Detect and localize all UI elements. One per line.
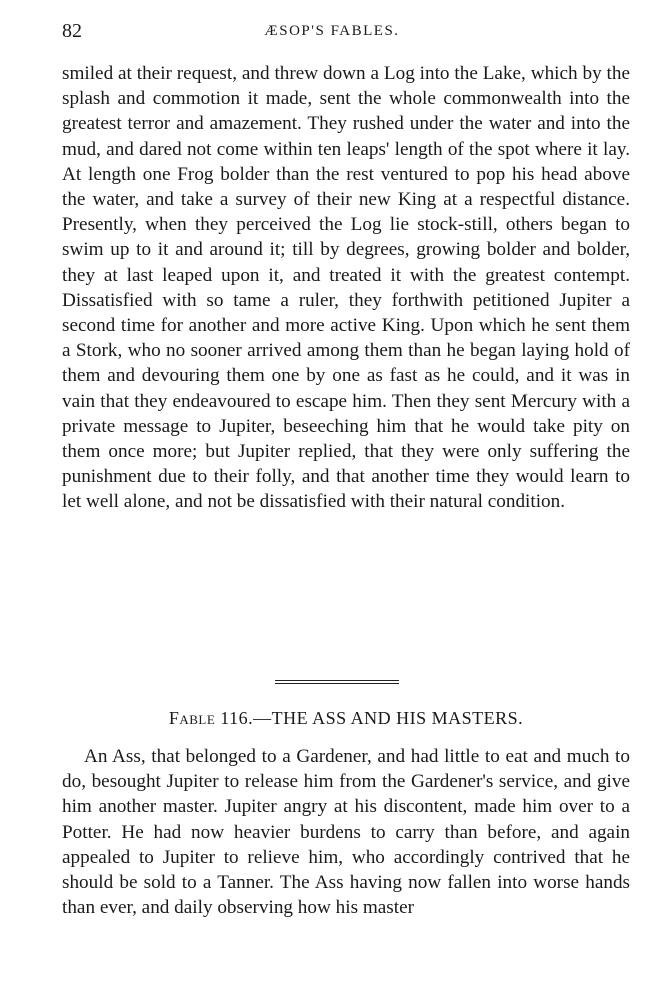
divider-rule-top xyxy=(275,680,399,681)
fable-heading xyxy=(62,708,630,729)
page-number: 82 xyxy=(62,20,82,42)
running-title: ÆSOP'S FABLES. xyxy=(264,23,400,39)
divider-rule-bottom xyxy=(275,683,399,684)
section-divider xyxy=(275,680,399,686)
fable-116-paragraph: An Ass, that belonged to a Gardener, and had little to eat and much to do, besought Jupiter to release him from the Gardener's service, and give him another master. Jupiter angry at his discontent, made him over to a Potter. He had now heavier burdens to carry than before, and again appealed to Jupiter to relieve him, who accordingly contrived that he should be sold to a Tanner. The Ass having now fallen into worse hands than ever, and daily observing how his master xyxy=(62,746,630,919)
running-header xyxy=(62,20,602,48)
fable-115-conclusion-paragraph: smiled at their request, and threw down a Log into the Lake, which by the splash and commotion it made, sent the whole commonwealth into the greatest terror and amazement. They rushed under the water and into the mud, and dared not come within ten leaps' length of the spot where it lay. At length one Frog bolder than the rest ventured to pop his head above the water, and take a survey of their new King at a respectful distance. Presently, when they perceived the Log lie stock-still, others began to swim up to it and around it; till by degrees, growing bolder and bolder, they at last leaped upon it, and treated it with the greatest contempt. Dissatisfied with so tame a ruler, they forthwith petitioned Jupiter a second time for another and more active King. Upon which he sent them a Stork, who no sooner arrived among them than he began laying hold of them and devouring them one by one as fast as he could, and it was in vain that they endeavoured to escape him. Then they sent Mercury with a private message to Jupiter, beseeching him that he would take pity on them once more; but Jupiter replied, that they were only suffering the punishment due to their folly, and that another time they would learn to let well alone, and not be dissatisfied with their natural condition. xyxy=(62,63,630,513)
fable-title: —THE ASS AND HIS MASTERS. xyxy=(253,708,524,728)
fable-number-label: Fable 116. xyxy=(168,708,254,728)
